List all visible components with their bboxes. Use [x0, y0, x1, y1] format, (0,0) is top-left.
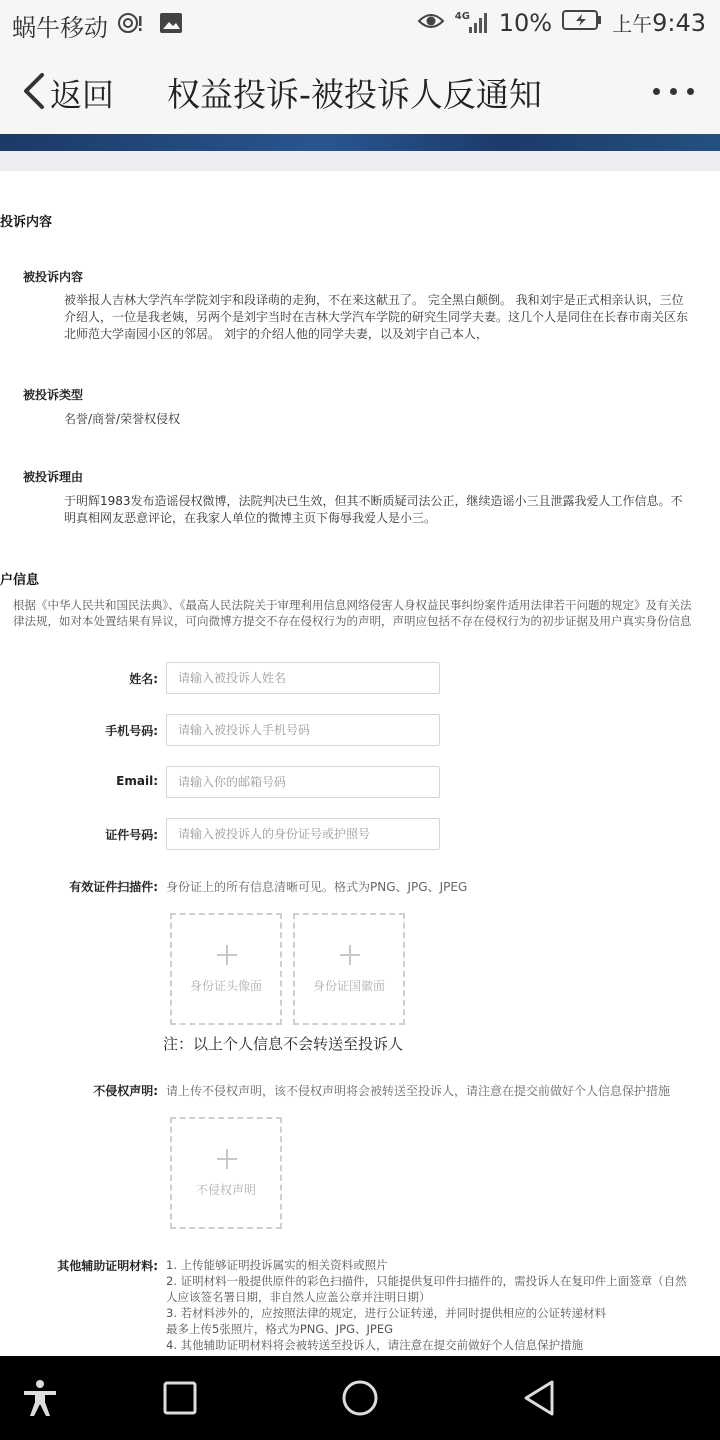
plus-icon — [340, 945, 360, 965]
battery-icon — [562, 9, 602, 37]
back-icon[interactable] — [520, 1378, 560, 1418]
status-bar — [0, 0, 720, 50]
other-materials-label: 其他辅助证明材料: — [57, 1259, 158, 1273]
complaint-type-label: 被投诉类型 — [23, 388, 84, 402]
complaint-type-text: 名誉/商誉/荣誉权侵权 — [64, 412, 181, 426]
id-number-label: 证件号码: — [105, 828, 158, 842]
chevron-left-icon — [20, 71, 48, 115]
id-back-upload[interactable] — [293, 913, 405, 1025]
statement-hint: 请上传不侵权声明，该不侵权声明将会被转送至投诉人，请注意在提交前做好个人信息保护措施 — [166, 1084, 671, 1098]
list-item: 2. 证明材料一般提供原件的彩色扫描件，只能提供复印件扫描件的，需投诉人在复印件上面签章（自然人应该签名署日期，非自然人应盖公章并注明日期） — [166, 1274, 687, 1304]
phone-input[interactable] — [166, 714, 440, 746]
hotspot-icon — [116, 10, 144, 40]
section-user-info-title: 户信息 — [0, 573, 40, 588]
name-input[interactable] — [166, 662, 440, 694]
header-banner — [0, 134, 720, 151]
name-field-row — [0, 662, 720, 694]
list-item: 3. 若材料涉外的，应按照法律的规定，进行公证转递，并同时提供相应的公证转递材料 — [166, 1306, 607, 1320]
signal-icon — [455, 11, 489, 35]
other-materials-list — [166, 1257, 696, 1353]
id-number-field-row — [0, 818, 720, 850]
list-item: 4. 其他辅助证明材料将会被转送至投诉人，请注意在提交前做好个人信息保护措施 — [166, 1338, 584, 1352]
complaint-reason-text: 于明辉1983发布造谣侵权微博，法院判决已生效，但其不断质疑司法公正，继续造谣小三且泄露我爱人工作信息。不明真相网友恶意评论，在我家人单位的微博主页下侮辱我爱人是小三。 — [64, 494, 683, 525]
statement-upload[interactable] — [170, 1117, 282, 1229]
complaint-content-label: 被投诉内容 — [23, 270, 84, 284]
email-field-row — [0, 766, 720, 798]
back-button[interactable] — [20, 70, 114, 116]
phone-field-row — [0, 714, 720, 746]
section-complaint-title: 投诉内容 — [0, 215, 53, 230]
network-type: 4G — [454, 10, 470, 22]
system-nav-bar — [0, 1356, 720, 1440]
page-title: 权益投诉-被投诉人反通知 — [167, 75, 542, 114]
complaint-content-text: 被举报人吉林大学汽车学院刘宇和段译萌的走狗，不在来这献丑了。 完全黑白颠倒。 我和刘宇是正式相亲认识，三位介绍人，一位是我老姨，另两个是刘宇当时在吉林大学汽车学院的研究生同学夫妻。这几个人是同住在长春市南关区东北师范大学南园小区的邻居。 刘宇的介绍人他的同学夫妻，以及刘宇自己本人， — [64, 293, 689, 341]
privacy-note: 注：以上个人信息不会转送至投诉人 — [163, 1035, 404, 1053]
time-prefix: 上午 — [612, 12, 653, 36]
email-input[interactable] — [166, 766, 440, 798]
id-scan-hint: 身份证上的所有信息清晰可见。格式为PNG、JPG、JPEG — [166, 880, 468, 894]
plus-icon — [217, 945, 237, 965]
list-item: 1. 上传能够证明投诉属实的相关资料或照片 — [166, 1258, 388, 1272]
statement-label: 不侵权声明: — [93, 1084, 158, 1098]
eye-icon — [417, 9, 445, 37]
accessibility-icon[interactable] — [20, 1378, 60, 1418]
list-item: 最多上传5张照片，格式为PNG、JPG、JPEG — [166, 1322, 394, 1336]
complaint-reason-label: 被投诉理由 — [23, 470, 84, 484]
legal-note: 根据《中华人民共和国民法典》、《最高人民法院关于审理利用信息网络侵害人身权益民事纠纷案件适用法律若干问题的规定》及有关法律法规，如对本处置结果有异议，可向微博方提交不存在侵权行为的声明，声明应包括不存在侵权行为的初步证据及用户真实身份信息 — [13, 598, 692, 628]
divider — [0, 151, 720, 171]
more-options-icon[interactable] — [653, 88, 694, 95]
id-front-upload[interactable] — [170, 913, 282, 1025]
battery-percent: 10% — [498, 8, 553, 37]
home-icon[interactable] — [339, 1378, 379, 1418]
name-label: 姓名: — [129, 672, 158, 686]
id-scan-label: 有效证件扫描件: — [69, 880, 158, 894]
email-label: Email: — [116, 774, 158, 788]
image-icon — [158, 10, 184, 40]
recents-icon[interactable] — [160, 1378, 200, 1418]
id-back-upload-label: 身份证国徽面 — [312, 979, 385, 993]
carrier-name: 蜗牛移动 — [12, 14, 108, 42]
nav-bar — [0, 50, 720, 134]
plus-icon — [217, 1149, 237, 1169]
clock: 9:43 — [652, 9, 706, 37]
id-front-upload-label: 身份证头像面 — [189, 979, 262, 993]
complaint-form — [0, 171, 720, 1356]
back-label: 返回 — [50, 76, 115, 114]
id-number-input[interactable] — [166, 818, 440, 850]
phone-label: 手机号码: — [105, 724, 158, 738]
statement-upload-label: 不侵权声明 — [195, 1183, 256, 1197]
